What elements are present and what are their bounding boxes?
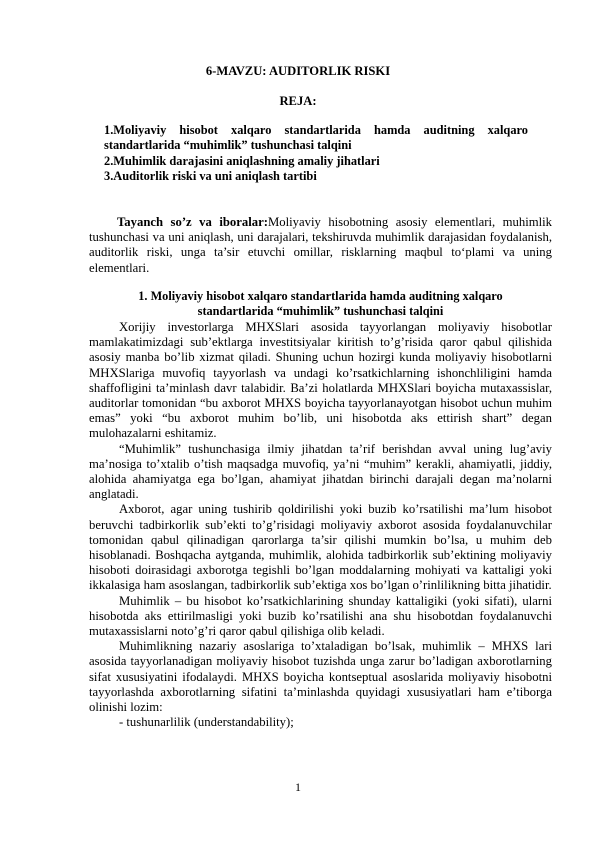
body-text [89, 320, 552, 730]
section-heading [89, 289, 552, 320]
keywords-lead: Tayanch so’z va iboralar: [117, 215, 268, 229]
section-heading-line: 1. Moliyaviy hisobot xalqaro standartlarida hamda auditning xalqaro [138, 289, 503, 303]
paragraph: Xorijiy investorlarga MHXSlari asosida tayyorlangan moliyaviy hisobotlar mamlakatimizdagi sub’ektlarga investitsiyalar kiritish to’g’risida qaror qabul qilishida asosiy manba bo’lib xizmat qiladi. Shuning uchun hozirgi kunda moliyaviy hisobotlarni MHXSlariga muvofiq tayyorlash va undagi ko’rsatkichlarning ishonchliligini hamda shaffofligini ta’minlash davr talabidir. Ba’zi holatlarda MHXSlari boyicha mutaxassislar, auditorlar tomonidan “bu axborot MHXS boyicha tayyorlanayotgan hisobot uchun muhim emas” yoki “bu axborot muhim bo’lib, uni hisobotda aks ettirish shart” degan mulohazalarni eshitamiz. [89, 320, 552, 441]
paragraph: Muhimlikning nazariy asoslariga to’xtaladigan bo’lsak, muhimlik – MHXS lari asosida tayyorlanadigan moliyaviy hisobot tuzishda unga zarur bo’ladigan axborotlarning sifat xususiyatini ifodalaydi. MHXS boyicha kontseptual asoslarida moliyaviy hisobotni tayyorlashda axborotlarning sifatini ta’minlashda quyidagi xususiyatlari ham e’tiborga olinishi lozim: [89, 639, 552, 715]
paragraph: - tushunarlilik (understandability); [119, 715, 294, 730]
paragraph: Axborot, agar uning tushirib qoldirilishi yoki buzib ko’rsatilishi ma’lum hisobot beruvchi tadbirkorlik sub’ekti to’g’risidagi moliyaviy axborot asosida foydalanuvchilar tomonidan qabul qilinadigan qarorlarga ta’sir qilishi mumkin bo’lsa, u muhim deb hisoblanadi. Boshqacha aytganda, muhimlik, alohida tadbirkorlik sub’ektining moliyaviy hisoboti doirasidagi axborotga tegishli bo’lgan moddalarning mohiyati va kattaligi yoki ikkalasiga ham asoslangan, tadbirkorlik sub’ektiga xos bo’lgan o’rinlilikning bitta jihatidir. [89, 502, 552, 593]
plan-item: 2.Muhimlik darajasini aniqlashning amaliy jihatlari [104, 153, 380, 168]
plan-list [104, 123, 528, 184]
document-title: 6-MAVZU: AUDITORLIK RISKI [205, 64, 391, 78]
paragraph: Muhimlik – bu hisobot ko’rsatkichlarining shunday kattaligiki (yoki sifati), ularni hisobotda aks ettirilmasligi yoki buzib ko’rsatilishi ana shu hisobotdan foydalanuvchi mutaxassislarni noto’g’ri qaror qabul qilishiga olib keladi. [89, 593, 552, 639]
paragraph: “Muhimlik” tushunchasiga ilmiy jihatdan ta’rif berishdan avval uning lug’aviy ma’nosiga to’xtalib o’tish maqsadga muvofiq, ya’ni “muhim” kerakli, ahamiyatli, jiddiy, alohida ahamiyatga ega bo’lgan, ahamiyat jihatdan birinchi darajali degan ma’nolarni anglatadi. [89, 441, 552, 502]
keywords-paragraph [89, 215, 552, 276]
plan-item: 3.Auditorlik riski va uni aniqlash tartibi [104, 168, 317, 183]
keywords-text: Moliyaviy hisobotning asosiy elementlari, muhimlik tushunchasi va uni aniqlash, uni darajalari, tekshiruvda muhimlik darajasidan foydalanish, auditorlik riski, unga ta’sir etuvchi omillar, risklarning maqbul to‘plami va uning elementlari. [89, 215, 552, 275]
page-number: 1 [295, 780, 301, 794]
plan-item: 1.Moliyaviy hisobot xalqaro standartlarida hamda auditning xalqaro standartlarida “muhimlik” tushunchasi talqini [104, 123, 528, 153]
section-heading-line: standartlarida “muhimlik” tushunchasi talqini [197, 304, 444, 319]
plan-heading: REJA: [279, 94, 317, 108]
